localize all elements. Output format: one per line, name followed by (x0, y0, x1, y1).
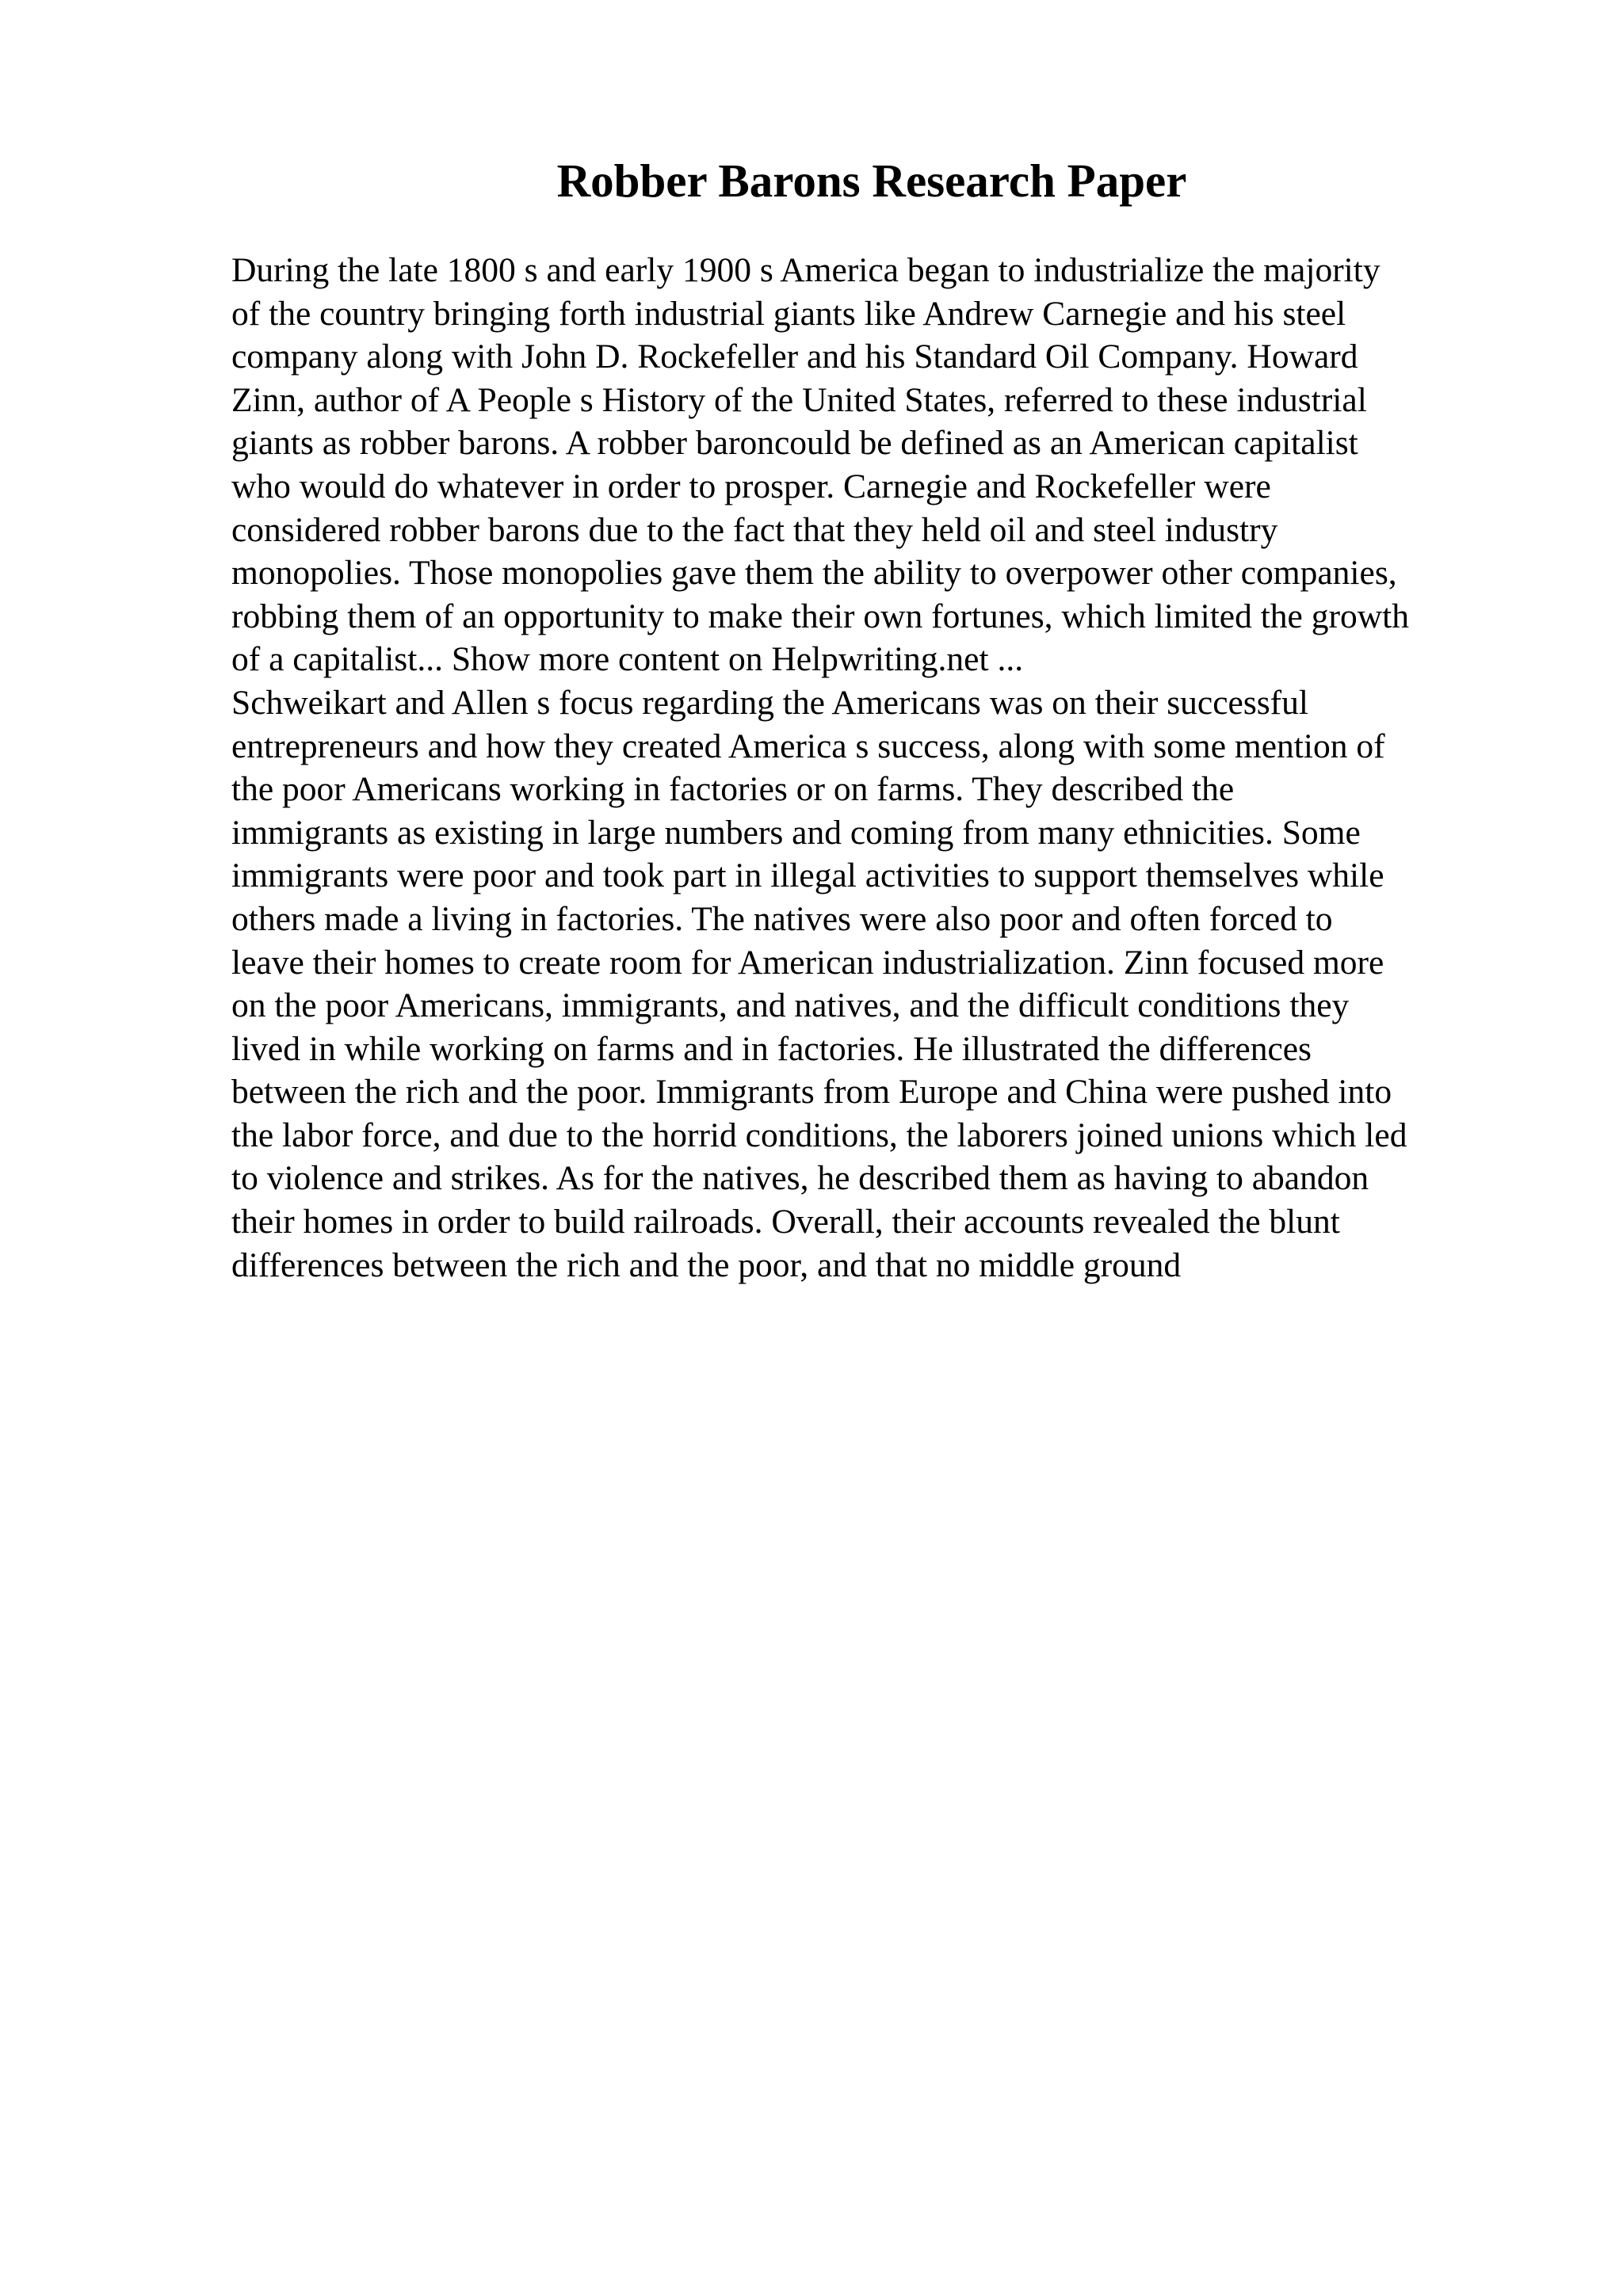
body-line: their homes in order to build railroads. Overall, their accounts revealed the blunt (231, 1203, 1340, 1241)
body-line: of a capitalist... Show more content on Helpwriting.net ... (231, 640, 1024, 679)
document-title: Robber Barons Research Paper (556, 154, 1187, 207)
body-line: between the rich and the poor. Immigrants from Europe and China were pushed into (231, 1073, 1392, 1112)
body-line: lived in while working on farms and in factories. He illustrated the differences (231, 1029, 1312, 1068)
body-line: others made a living in factories. The natives were also poor and often forced to (231, 899, 1333, 938)
body-line: immigrants as existing in large numbers and coming from many ethnicities. Some (231, 813, 1361, 852)
body-line: the labor force, and due to the horrid conditions, the laborers joined unions which led (231, 1116, 1407, 1154)
body-line: company along with John D. Rockefeller and his Standard Oil Company. Howard (231, 338, 1358, 376)
body-line: of the country bringing forth industrial giants like Andrew Carnegie and his steel (231, 294, 1346, 333)
body-line: Zinn, author of A People s History of the United States, referred to these industrial (231, 380, 1367, 419)
body-line: considered robber barons due to the fact that they held oil and steel industry (231, 510, 1278, 549)
body-line: entrepreneurs and how they created America s success, along with some mention of (231, 727, 1385, 765)
body-line: who would do whatever in order to prosper. Carnegie and Rockefeller were (231, 467, 1271, 505)
body-line: Schweikart and Allen s focus regarding the Americans was on their successful (231, 683, 1308, 722)
body-line: During the late 1800 s and early 1900 s America began to industrialize the majority (231, 251, 1381, 289)
document-body (231, 249, 1594, 1287)
body-line: giants as robber barons. A robber baroncould be defined as an American capitalist (231, 424, 1358, 463)
body-line: immigrants were poor and took part in illegal activities to support themselves while (231, 856, 1384, 895)
body-line: robbing them of an opportunity to make their own fortunes, which limited the growth (231, 597, 1409, 635)
body-line: to violence and strikes. As for the natives, he described them as having to abandon (231, 1159, 1369, 1198)
body-line: the poor Americans working in factories or on farms. They described the (231, 770, 1235, 809)
body-line: leave their homes to create room for American industrialization. Zinn focused more (231, 943, 1384, 982)
body-line: differences between the rich and the poor, and that no middle ground (231, 1245, 1182, 1284)
body-line: monopolies. Those monopolies gave them the ability to overpower other companies, (231, 554, 1397, 593)
body-line: on the poor Americans, immigrants, and natives, and the difficult conditions they (231, 986, 1350, 1025)
